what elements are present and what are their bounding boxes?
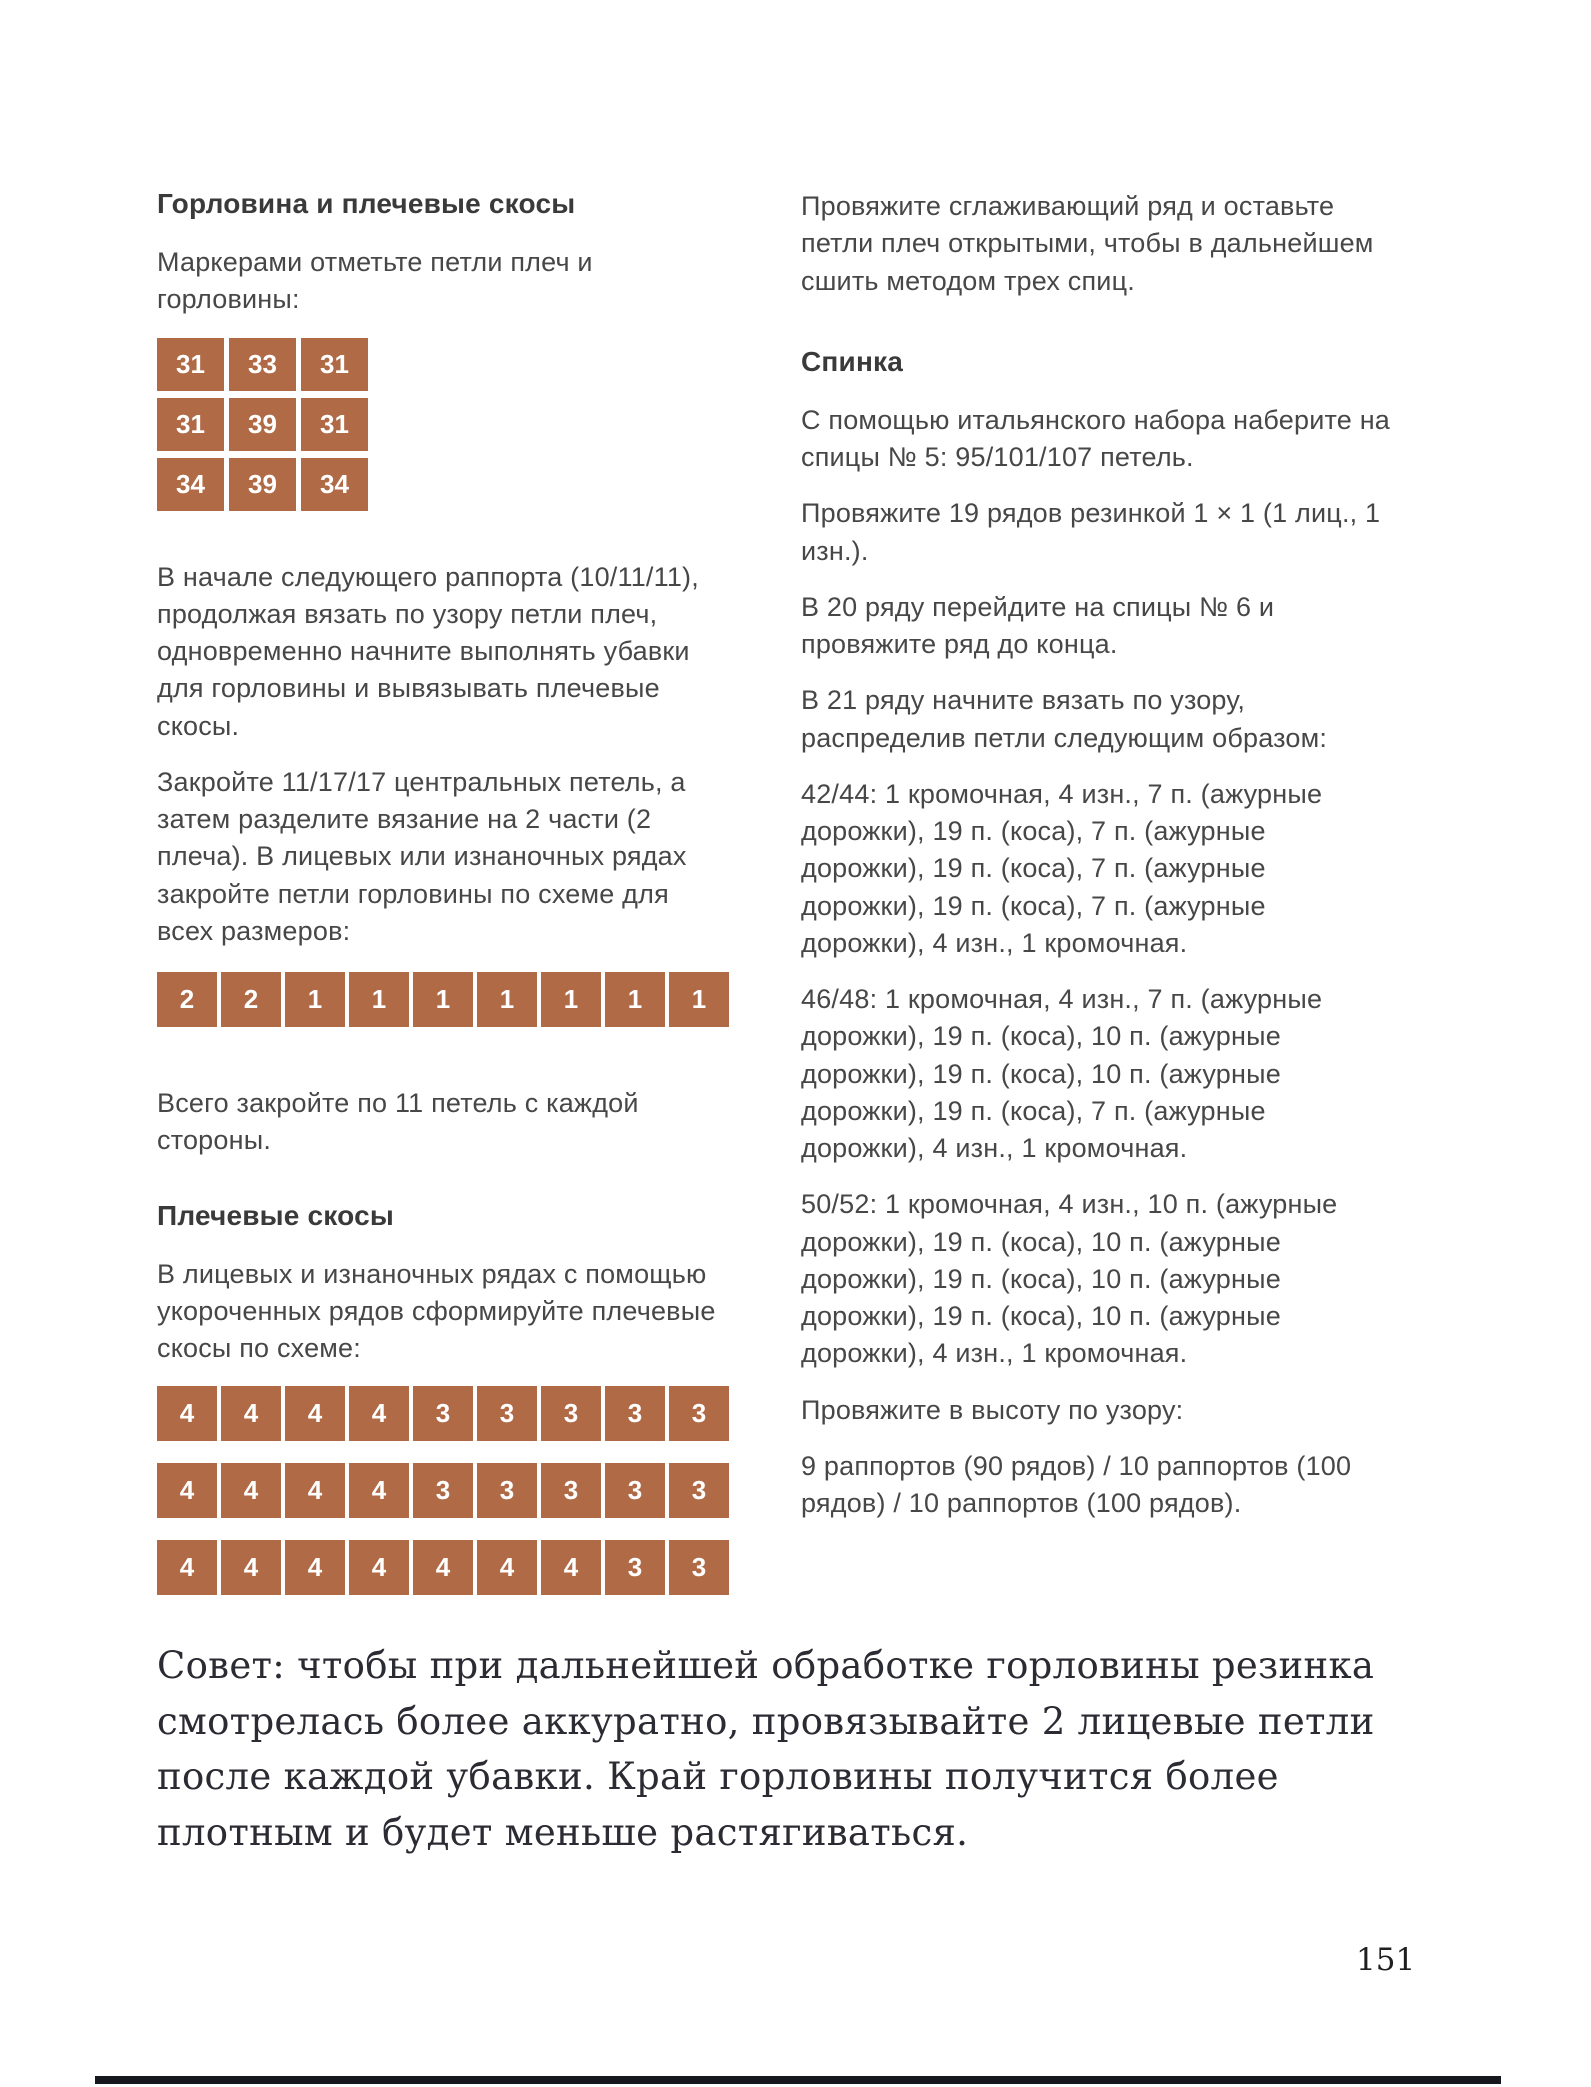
page-number: 151 bbox=[1356, 1942, 1416, 1978]
stitch-count-cell: 31 bbox=[157, 398, 224, 451]
neckline-heading: Горловина и плечевые скосы bbox=[157, 188, 576, 219]
table-row bbox=[157, 1463, 729, 1518]
stitch-count-cell: 4 bbox=[413, 1540, 473, 1595]
stitch-count-cell: 4 bbox=[157, 1540, 217, 1595]
short-rows-paragraph: В лицевых и изнаночных рядах с помощью укороченных рядов сформируйте плечевые скосы по схеме: bbox=[157, 1258, 716, 1363]
markers-paragraph: Маркерами отметьте петли плеч и горловины: bbox=[157, 247, 593, 315]
table-row bbox=[157, 398, 729, 451]
page-content bbox=[157, 188, 1393, 1617]
row21-paragraph: В 21 ряду начните вязать по узору, распределив петли следующим образом: bbox=[801, 685, 1328, 753]
stitch-count-cell: 3 bbox=[605, 1540, 665, 1595]
stitch-count-cell: 39 bbox=[229, 458, 296, 511]
bottom-edge-bar bbox=[95, 2076, 1501, 2084]
table-row bbox=[157, 458, 729, 511]
stitch-count-cell: 39 bbox=[229, 398, 296, 451]
stitch-count-cell: 2 bbox=[157, 972, 217, 1027]
shoulder-slope-table bbox=[157, 1386, 729, 1595]
cast-on-paragraph: С помощью итальянского набора наберите на спицы № 5: 95/101/107 петель. bbox=[801, 404, 1391, 472]
stitch-count-cell: 3 bbox=[669, 1540, 729, 1595]
back-heading: Спинка bbox=[801, 345, 904, 377]
stitch-count-cell: 1 bbox=[605, 972, 665, 1027]
stitch-count-cell: 4 bbox=[285, 1386, 345, 1441]
pattern-height-paragraph: Провяжите в высоту по узору: bbox=[801, 1394, 1184, 1425]
stitch-count-cell: 3 bbox=[413, 1463, 473, 1518]
table-row bbox=[157, 1540, 729, 1595]
stitch-count-cell: 4 bbox=[285, 1540, 345, 1595]
stitch-count-cell: 4 bbox=[477, 1540, 537, 1595]
smoothing-row-paragraph: Провяжите сглаживающий ряд и оставьте петли плеч открытыми, чтобы в дальнейшем сшить методом трех спиц. bbox=[801, 191, 1374, 296]
rapport-paragraph: В начале следующего раппорта (10/11/11), продолжая вязать по узору петли плеч, одновременно начните выполнять убавки для горловины и вывязывать плечевые скосы. bbox=[157, 561, 699, 741]
stitch-count-cell: 4 bbox=[221, 1540, 281, 1595]
stitch-count-cell: 2 bbox=[221, 972, 281, 1027]
stitch-count-cell: 33 bbox=[229, 338, 296, 391]
stitch-count-cell: 3 bbox=[605, 1386, 665, 1441]
close-stitches-paragraph: Закройте 11/17/17 центральных петель, а затем разделите вязание на 2 части (2 плеча). В лицевых или изнаночных рядах закройте петли горловины по схеме для всех размеров: bbox=[157, 766, 687, 946]
row20-paragraph: В 20 ряду перейдите на спицы № 6 и провяжите ряд до конца. bbox=[801, 591, 1275, 659]
rib-paragraph: Провяжите 19 рядов резинкой 1 × 1 (1 лиц., 1 изн.). bbox=[801, 498, 1381, 566]
stitch-count-cell: 3 bbox=[477, 1386, 537, 1441]
table-row bbox=[157, 338, 729, 391]
stitch-count-cell: 1 bbox=[669, 972, 729, 1027]
right-column bbox=[801, 188, 1393, 1617]
size-50-52-paragraph: 50/52: 1 кромочная, 4 изн., 10 п. (ажурные дорожки), 19 п. (коса), 10 п. (ажурные дорожки), 19 п. (коса), 10 п. (ажурные дорожки), 19 п. (коса), 10 п. (ажурные дорожки), 4 изн., 1 кромочная. bbox=[801, 1189, 1338, 1369]
tip-text: Совет: чтобы при дальнейшей обработке горловины резинка смотрелась более аккуратно, провязывайте 2 лицевые петли после каждой убавки. Край горловины получится более плотным и будет меньше растягиваться. bbox=[157, 1644, 1375, 1854]
stitch-count-cell: 31 bbox=[301, 398, 368, 451]
stitch-count-cell: 1 bbox=[349, 972, 409, 1027]
stitch-count-cell: 34 bbox=[157, 458, 224, 511]
left-column bbox=[157, 188, 729, 1617]
stitch-count-cell: 3 bbox=[605, 1463, 665, 1518]
stitch-count-cell: 4 bbox=[221, 1386, 281, 1441]
stitch-count-cell: 1 bbox=[541, 972, 601, 1027]
stitch-count-cell: 4 bbox=[157, 1463, 217, 1518]
stitch-count-cell: 4 bbox=[221, 1463, 281, 1518]
stitch-count-cell: 3 bbox=[413, 1386, 473, 1441]
stitch-count-cell: 3 bbox=[669, 1463, 729, 1518]
stitch-count-cell: 3 bbox=[477, 1463, 537, 1518]
stitch-markers-table bbox=[157, 338, 729, 511]
shoulder-heading: Плечевые скосы bbox=[157, 1199, 394, 1231]
stitch-count-cell: 4 bbox=[349, 1540, 409, 1595]
stitch-count-cell: 4 bbox=[541, 1540, 601, 1595]
stitch-count-cell: 4 bbox=[285, 1463, 345, 1518]
stitch-count-cell: 3 bbox=[541, 1386, 601, 1441]
total-close-paragraph: Всего закройте по 11 петель с каждой стороны. bbox=[157, 1088, 639, 1156]
stitch-count-cell: 1 bbox=[477, 972, 537, 1027]
stitch-count-cell: 3 bbox=[541, 1463, 601, 1518]
stitch-count-cell: 4 bbox=[349, 1386, 409, 1441]
size-46-48-paragraph: 46/48: 1 кромочная, 4 изн., 7 п. (ажурные дорожки), 19 п. (коса), 10 п. (ажурные дорожки), 19 п. (коса), 10 п. (ажурные дорожки), 19 п. (коса), 7 п. (ажурные дорожки), 4 изн., 1 кромочная. bbox=[801, 984, 1323, 1163]
stitch-count-cell: 34 bbox=[301, 458, 368, 511]
table-row bbox=[157, 972, 729, 1027]
stitch-count-cell: 4 bbox=[349, 1463, 409, 1518]
neck-decrease-table bbox=[157, 972, 729, 1027]
table-row bbox=[157, 1386, 729, 1441]
stitch-count-cell: 31 bbox=[157, 338, 224, 391]
size-42-44-paragraph: 42/44: 1 кромочная, 4 изн., 7 п. (ажурные дорожки), 19 п. (коса), 7 п. (ажурные дорожки), 19 п. (коса), 7 п. (ажурные дорожки), 19 п. (коса), 7 п. (ажурные дорожки), 4 изн., 1 кромочная. bbox=[801, 778, 1323, 958]
stitch-count-cell: 1 bbox=[413, 972, 473, 1027]
rapports-count-paragraph: 9 раппортов (90 рядов) / 10 раппортов (100 рядов) / 10 раппортов (100 рядов). bbox=[801, 1450, 1352, 1518]
stitch-count-cell: 4 bbox=[157, 1386, 217, 1441]
stitch-count-cell: 1 bbox=[285, 972, 345, 1027]
stitch-count-cell: 3 bbox=[669, 1386, 729, 1441]
stitch-count-cell: 31 bbox=[301, 338, 368, 391]
